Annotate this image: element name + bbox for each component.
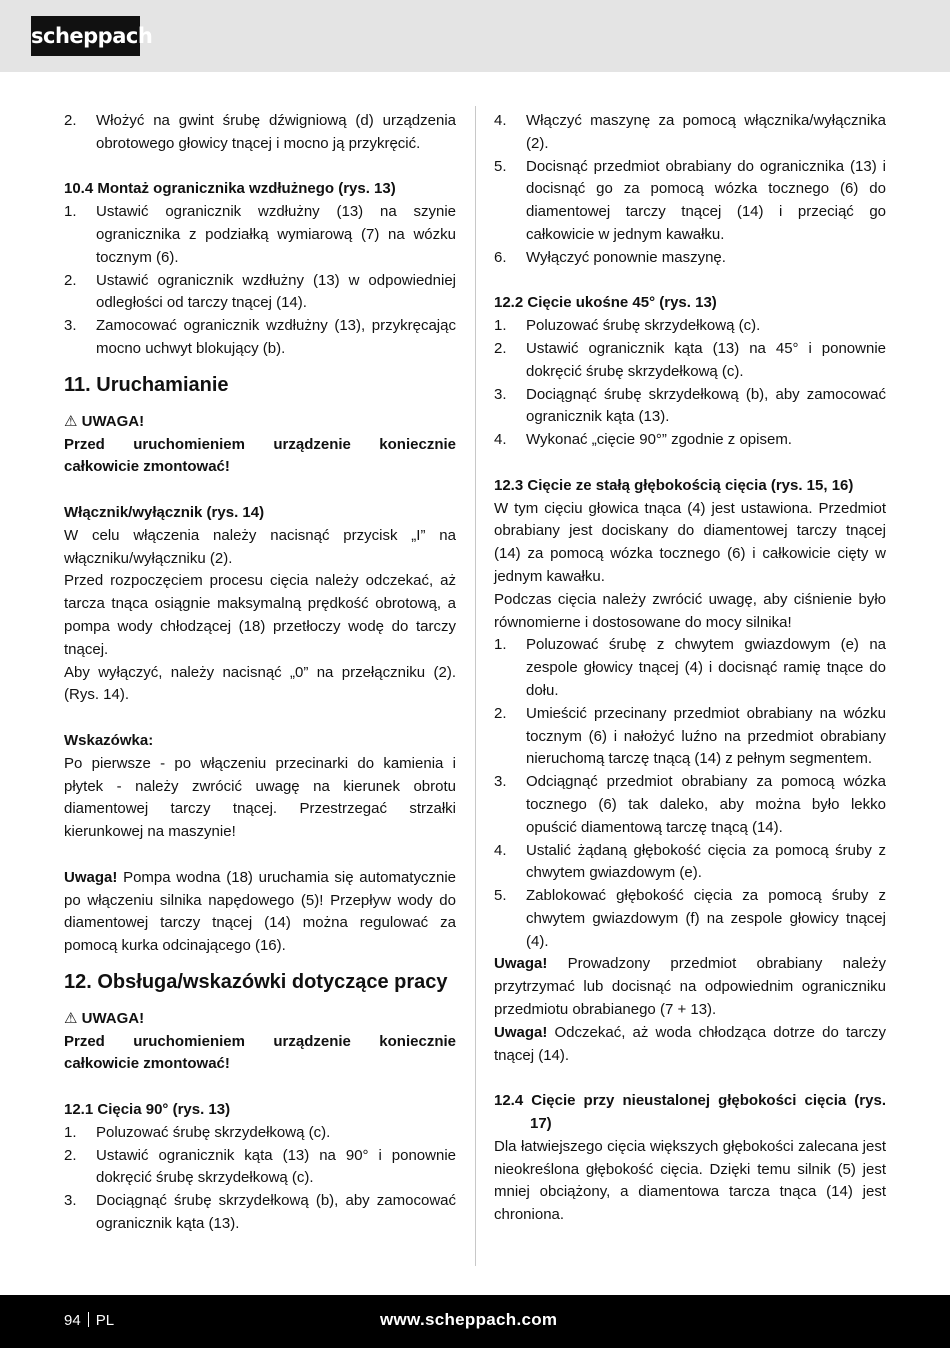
note: Uwaga! Prowadzony przedmiot obrabiany należy przytrzymać lub docisnąć na odpowiednim ograniczniku przedmiotu obrabianego (7 + 13). <box>494 955 886 1019</box>
section-12-1-title: 12.1 Cięcia 90° (rys. 13) <box>64 1101 231 1119</box>
switch-title: Włącznik/wyłącznik (rys. 14) <box>64 503 265 521</box>
list-item: 1. Poluzować śrubę skrzydełkową (c). <box>494 317 761 335</box>
switch-paragraph: Przed rozpoczęciem procesu cięcia należy odczekać, aż tarcza tnąca osiągnie maksymalną prędkość obrotową, a pompa wody chłodzącej (18) przetłoczy wodę do tarczy tnącej. <box>64 572 456 658</box>
language-code: PL <box>95 1312 115 1329</box>
pump-note: Uwaga! Pompa wodna (18) uruchamia się automatycznie po włączeniu silnika napędowego (5)! Przepływ wody do diamentowej tarczy tnącej (14) można regulować za pomocą kurka odcinającego (16). <box>64 868 456 955</box>
list-item: 4. Wykonać „cięcie 90°” zgodnie z opisem. <box>494 431 792 449</box>
list-item: 2. Ustawić ogranicznik kąta (13) na 45° i ponownie dokręcić śrubę skrzydełkową (c). <box>494 339 886 380</box>
list-item: 4. Ustalić żądaną głębokość cięcia za pomocą śruby z chwytem gwiazdowym (e). <box>494 841 886 882</box>
section-10-4-title: 10.4 Montaż ogranicznika wzdłużnego (rys. 13) <box>64 180 396 198</box>
intro-list <box>64 110 456 156</box>
section-12-heading: 12. Obsługa/wskazówki dotyczące pracy <box>64 970 448 993</box>
list-item: 4. Włączyć maszynę za pomocą włącznika/wyłącznika (2). <box>494 112 886 152</box>
note: Uwaga! Odczekać, aż woda chłodząca dotrze do tarczy tnącej (14). <box>494 1023 886 1064</box>
section-12-4-title: 12.4 Cięcie przy nieustalonej głębokości cięcia (rys. 17) <box>494 1092 886 1133</box>
continued-list <box>494 110 886 270</box>
page-number: 94 PL <box>64 1312 115 1329</box>
list-item: 1. Poluzować śrubę skrzydełkową (c). <box>64 1123 331 1141</box>
website-link[interactable]: www.scheppach.com <box>380 1310 558 1329</box>
section-12-2-title: 12.2 Cięcie ukośne 45° (rys. 13) <box>494 294 717 312</box>
hint-text: Po pierwsze - po włączeniu przecinarki do kamienia i płytek - należy zwrócić uwagę na kierunek obrotu diamentowej tarczy tnącej. Przestrzegać strzałki kierunkowej na maszynie! <box>64 754 456 841</box>
brand-logo: scheppach <box>31 16 140 56</box>
section-12-3-title: 12.3 Cięcie ze stałą głębokością cięcia (rys. 15, 16) <box>494 476 854 494</box>
list-item: 1. Ustawić ogranicznik wzdłużny (13) na szynie ogranicznika z podziałką wymiarową (7) na wózku tocznym (6). <box>64 203 456 266</box>
footer-separator <box>88 1312 89 1327</box>
hint-title: Wskazówka: <box>64 731 154 749</box>
list-item: 1. Poluzować śrubę z chwytem gwiazdowym (e) na zespole głowicy tnącej (4) i docisnąć ramię tnące do dołu. <box>494 636 886 699</box>
warning-label: ⚠ UWAGA! <box>64 1009 145 1027</box>
section-12-1-list <box>64 1122 456 1236</box>
list-item: 5. Zablokować głębokość cięcia za pomocą śruby z chwytem gwiazdowym (f) na zespole głowicy tnącej (4). <box>494 887 886 950</box>
list-item: 3. Odciągnąć przedmiot obrabiany za pomocą wózka tocznego (6) tak daleko, aby można było lekko opuścić diamentową tarczę tnącą (14). <box>494 773 886 836</box>
warning-label: ⚠ UWAGA! <box>64 412 145 430</box>
section-12-3-list <box>494 634 886 953</box>
switch-paragraph: W celu włączenia należy nacisnąć przycisk „I” na włączniku/wyłączniku (2). <box>64 526 456 567</box>
column-divider <box>475 106 476 1266</box>
section-12-3-paragraph: W tym cięciu głowica tnąca (4) jest ustawiona. Przedmiot obrabiany jest dociskany do diamentowej tarczy tnącej (14) za pomocą wózka tocznego (6) i całkowicie cięty w jednym kawałku. <box>494 499 886 585</box>
section-10-4-list <box>64 201 456 361</box>
section-12-4-paragraph: Dla łatwiejszego cięcia większych głębokości zalecana jest nieokreślona głębokość cięcia. Dzięki temu silnik (5) jest mniej obciążony, a diamentowa tarcza tnąca (14) jest chroniona. <box>494 1137 886 1224</box>
list-item: 2. Włożyć na gwint śrubę dźwigniową (d) urządzenia obrotowego głowicy tnącej i mocno ją przykręcić. <box>64 112 456 152</box>
left-column <box>64 110 456 1236</box>
warning-text: Przed uruchomieniem urządzenie koniecznie całkowicie zmontować! <box>64 1032 456 1073</box>
list-item: 3. Dociągnąć śrubę skrzydełkową (b), aby zamocować ogranicznik kąta (13). <box>494 385 886 426</box>
list-item: 2. Umieścić przecinany przedmiot obrabiany na wózku tocznym (6) i nałożyć luźno na przedmiot obrabiany nieruchomą tarczę tnącą (14) z pełnym segmentem. <box>494 704 886 768</box>
section-12-2-list <box>494 315 886 452</box>
warning-icon: ⚠ <box>64 1009 78 1027</box>
list-item: 3. Dociągnąć śrubę skrzydełkową (b), aby zamocować ogranicznik kąta (13). <box>64 1192 456 1233</box>
page-header <box>0 0 950 72</box>
section-11-heading: 11. Uruchamianie <box>64 373 229 396</box>
list-item: 2. Ustawić ogranicznik wzdłużny (13) w odpowiedniej odległości od tarczy tnącej (14). <box>64 271 456 312</box>
list-item: 6. Wyłączyć ponownie maszynę. <box>494 248 726 266</box>
section-12-3-paragraph: Podczas cięcia należy zwrócić uwagę, aby ciśnienie było równomierne i dostosowane do mocy silnika! <box>494 590 886 631</box>
warning-icon: ⚠ <box>64 412 78 430</box>
warning-text: Przed uruchomieniem urządzenie koniecznie całkowicie zmontować! <box>64 435 456 476</box>
list-item: 3. Zamocować ogranicznik wzdłużny (13), przykręcając mocno uchwyt blokujący (b). <box>64 317 456 357</box>
right-column <box>494 110 886 1227</box>
list-item: 2. Ustawić ogranicznik kąta (13) na 90° i ponownie dokręcić śrubę skrzydełkową (c). <box>64 1146 456 1187</box>
page-footer <box>0 1295 950 1348</box>
list-item: 5. Docisnąć przedmiot obrabiany do ogranicznika (13) i docisnąć go za pomocą wózka tocznego (6) do diamentowej tarczy tnącej (14) i przeciąć go całkowicie w jednym kawałku. <box>494 157 886 243</box>
switch-paragraph: Aby wyłączyć, należy nacisnąć „0” na przełączniku (2). (Rys. 14). <box>64 663 456 704</box>
